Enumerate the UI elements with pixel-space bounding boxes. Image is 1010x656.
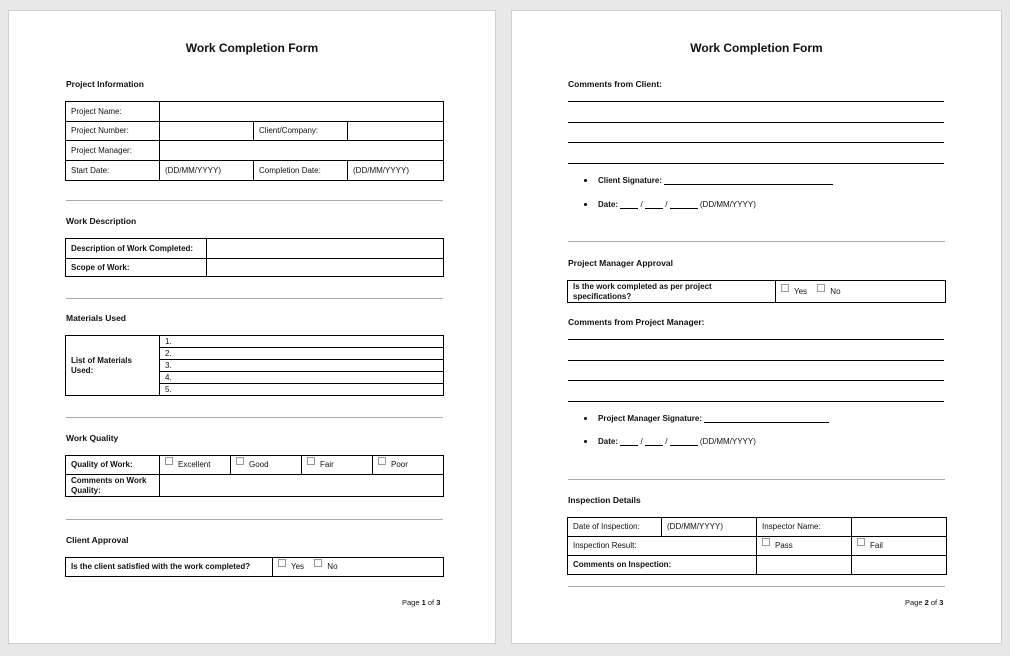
- quality-comments-label: [66, 475, 160, 497]
- client-comment-line-4[interactable]: [568, 163, 944, 164]
- pm-approval-table: [567, 280, 946, 303]
- pm-date-item: [584, 437, 756, 446]
- bullet-icon: [584, 440, 587, 443]
- client-comment-line-1[interactable]: [568, 101, 944, 102]
- material-item-2[interactable]: 2.: [160, 348, 444, 360]
- material-item-4[interactable]: 4.: [160, 372, 444, 384]
- pm-comment-line-1[interactable]: [568, 339, 944, 340]
- bullet-icon: [584, 417, 587, 420]
- work-description-table: [65, 238, 444, 277]
- material-item-5[interactable]: 5.: [160, 384, 444, 396]
- inspection-result-label: Inspection Result:: [568, 537, 757, 556]
- checkbox-icon[interactable]: [278, 559, 286, 567]
- page-footer: [402, 598, 440, 607]
- pm-date-label: Date:: [598, 437, 619, 446]
- checkbox-icon[interactable]: [165, 457, 173, 465]
- checkbox-icon[interactable]: [781, 284, 789, 292]
- materials-table: [65, 335, 444, 396]
- checkbox-icon[interactable]: [762, 538, 770, 546]
- client-signature-item: [584, 176, 833, 185]
- section-heading-inspection: Inspection Details: [568, 495, 641, 505]
- footer-prefix: Page: [905, 598, 925, 607]
- date-day-field[interactable]: [620, 200, 638, 209]
- pm-comment-line-3[interactable]: [568, 380, 944, 381]
- client-comment-line-2[interactable]: [568, 122, 944, 123]
- fail-label: Fail: [870, 541, 883, 550]
- section-heading-project-information: Project Information: [66, 79, 144, 89]
- inspection-comments-field-2[interactable]: [852, 556, 947, 575]
- date-month-field[interactable]: [645, 437, 663, 446]
- quality-comments-line2: Quality:: [71, 485, 101, 495]
- client-satisfied-question: Is the client satisfied with the work completed?: [66, 558, 273, 577]
- section-heading-pm-comments: Comments from Project Manager:: [568, 317, 705, 327]
- quality-option-good[interactable]: [231, 456, 302, 475]
- footer-total-pages: 3: [939, 598, 944, 607]
- project-number-label: Project Number:: [66, 122, 160, 141]
- checkbox-icon[interactable]: [378, 457, 386, 465]
- inspection-result-fail[interactable]: [852, 537, 947, 556]
- page-footer: [905, 598, 943, 607]
- client-date-label: Date:: [598, 200, 619, 209]
- date-separator: /: [665, 200, 668, 209]
- project-name-label: Project Name:: [66, 102, 160, 122]
- page-title: Work Completion Form: [185, 41, 319, 55]
- date-separator: /: [640, 200, 643, 209]
- material-item-3[interactable]: 3.: [160, 360, 444, 372]
- pm-comment-line-2[interactable]: [568, 360, 944, 361]
- divider: [66, 519, 443, 520]
- quality-comments-line1: Comments on Work: [71, 475, 147, 485]
- date-format-hint: (DD/MM/YYYY): [699, 200, 756, 209]
- work-quality-table: [65, 455, 444, 497]
- footer-prefix: Page: [402, 598, 422, 607]
- date-day-field[interactable]: [620, 437, 638, 446]
- pm-question: [568, 281, 776, 303]
- bullet-icon: [584, 203, 587, 206]
- option-label: Good: [249, 460, 269, 469]
- inspector-name-label: Inspector Name:: [757, 518, 852, 537]
- section-heading-work-quality: Work Quality: [66, 433, 119, 443]
- yes-label: Yes: [291, 562, 305, 571]
- client-satisfied-options: [273, 558, 444, 577]
- client-signature-field[interactable]: [664, 176, 833, 185]
- document-page-1: [8, 10, 496, 644]
- pm-question-line1: Is the work completed as per project: [573, 281, 712, 291]
- no-label: No: [327, 562, 338, 571]
- inspection-date-label: Date of Inspection:: [568, 518, 662, 537]
- section-heading-pm-approval: Project Manager Approval: [568, 258, 674, 268]
- checkbox-icon[interactable]: [307, 457, 315, 465]
- pm-signature-field[interactable]: [704, 414, 829, 423]
- section-heading-client-comments: Comments from Client:: [568, 79, 662, 89]
- option-label: Poor: [391, 460, 408, 469]
- start-date-field[interactable]: (DD/MM/YYYY): [160, 161, 254, 181]
- date-format-hint: (DD/MM/YYYY): [699, 437, 756, 446]
- description-field[interactable]: [207, 239, 444, 259]
- materials-label-line2: Used:: [71, 365, 94, 375]
- divider: [66, 298, 443, 299]
- project-information-table: [65, 101, 444, 181]
- quality-comments-field[interactable]: [160, 475, 444, 497]
- divider: [568, 586, 945, 587]
- checkbox-icon[interactable]: [236, 457, 244, 465]
- footer-of: of: [928, 598, 940, 607]
- date-year-field[interactable]: [670, 200, 698, 209]
- client-approval-table: [65, 557, 444, 577]
- pm-question-options: [776, 281, 946, 303]
- footer-current-page: 1: [421, 598, 426, 607]
- pm-comment-line-4[interactable]: [568, 401, 944, 402]
- date-month-field[interactable]: [645, 200, 663, 209]
- description-label: Description of Work Completed:: [66, 239, 207, 259]
- option-label: Fair: [320, 460, 334, 469]
- divider: [66, 200, 443, 201]
- material-item-1[interactable]: 1.: [160, 336, 444, 348]
- project-name-field[interactable]: [160, 102, 444, 122]
- inspection-date-field[interactable]: (DD/MM/YYYY): [662, 518, 757, 537]
- completion-date-label: Completion Date:: [254, 161, 348, 181]
- pass-label: Pass: [775, 541, 793, 550]
- materials-label: [66, 336, 160, 396]
- inspection-comments-field-1[interactable]: [757, 556, 852, 575]
- checkbox-icon[interactable]: [857, 538, 865, 546]
- pm-question-line2: specifications?: [573, 291, 632, 301]
- divider: [568, 479, 945, 480]
- divider: [66, 417, 443, 418]
- client-comment-line-3[interactable]: [568, 142, 944, 143]
- option-label: Excellent: [178, 460, 211, 469]
- section-heading-materials-used: Materials Used: [66, 313, 126, 323]
- divider: [568, 241, 945, 242]
- date-separator: /: [640, 437, 643, 446]
- client-date-item: [584, 200, 756, 209]
- quality-option-poor[interactable]: [373, 456, 444, 475]
- project-manager-field[interactable]: [160, 141, 444, 161]
- quality-option-fair[interactable]: [302, 456, 373, 475]
- checkbox-icon[interactable]: [314, 559, 322, 567]
- section-heading-work-description: Work Description: [66, 216, 137, 226]
- date-year-field[interactable]: [670, 437, 698, 446]
- inspection-comments-label: Comments on Inspection:: [568, 556, 757, 575]
- project-manager-label: Project Manager:: [66, 141, 160, 161]
- footer-current-page: 2: [924, 598, 929, 607]
- inspector-name-field[interactable]: [852, 518, 947, 537]
- client-company-field[interactable]: [348, 122, 444, 141]
- footer-total-pages: 3: [436, 598, 441, 607]
- checkbox-icon[interactable]: [817, 284, 825, 292]
- pm-signature-item: [584, 414, 829, 423]
- yes-label: Yes: [794, 286, 808, 296]
- client-signature-label: Client Signature:: [598, 176, 663, 185]
- section-heading-client-approval: Client Approval: [66, 535, 129, 545]
- client-company-label: Client/Company:: [254, 122, 348, 141]
- document-page-2: [511, 10, 1002, 644]
- bullet-icon: [584, 179, 587, 182]
- inspection-table: [567, 517, 947, 575]
- page-title: Work Completion Form: [690, 41, 823, 55]
- date-separator: /: [665, 437, 668, 446]
- materials-label-line1: List of Materials: [71, 355, 132, 365]
- start-date-label: Start Date:: [66, 161, 160, 181]
- inspection-result-pass[interactable]: [757, 537, 852, 556]
- quality-option-excellent[interactable]: [160, 456, 231, 475]
- no-label: No: [830, 286, 841, 296]
- footer-of: of: [425, 598, 437, 607]
- completion-date-field[interactable]: (DD/MM/YYYY): [348, 161, 444, 181]
- scope-field[interactable]: [207, 259, 444, 277]
- quality-label: Quality of Work:: [66, 456, 160, 475]
- project-number-field[interactable]: [160, 122, 254, 141]
- pm-signature-label: Project Manager Signature:: [598, 414, 703, 423]
- scope-label: Scope of Work:: [66, 259, 207, 277]
